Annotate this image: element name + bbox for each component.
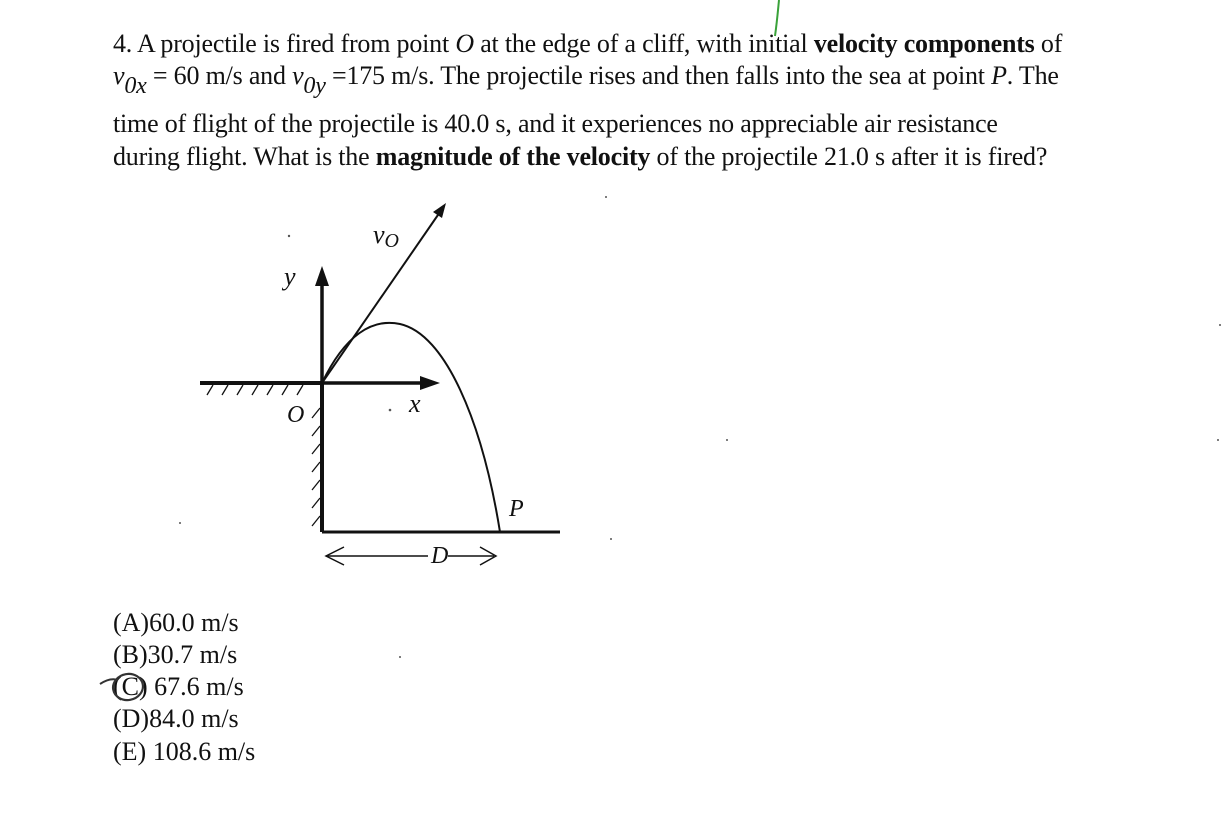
v0x-subscript: 0x [124, 73, 147, 99]
x-axis [322, 376, 440, 390]
point-p-label: P [991, 61, 1007, 90]
cliff-ground [200, 383, 322, 395]
choice-b[interactable]: (B)30.7 m/s [113, 640, 238, 669]
origin-label: O [287, 402, 305, 428]
magnitude-emphasis: magnitude of the velocity [375, 142, 651, 171]
v0y-subscript: 0y [303, 73, 326, 99]
distance-label: D [431, 543, 449, 569]
x-axis-label: x [409, 389, 421, 418]
choice-c[interactable]: (C) 67.6 m/s [113, 672, 244, 701]
y-axis [315, 266, 329, 383]
question-line-3: time of flight of the projectile is 40.0 s, and it experiences no appreciable air resistance [113, 109, 998, 138]
question-line-2: v0x = 60 m/s and v0y =175 m/s. The projectile rises and then falls into the sea at point P. The [113, 61, 1059, 99]
question-line-1: 4. A projectile is fired from point O at the edge of a cliff, with initial velocity components of [113, 29, 1063, 58]
velocity-components-emphasis: velocity components [813, 29, 1035, 58]
v0-label: vO [373, 220, 399, 252]
question-line-4: during flight. What is the magnitude of the velocity of the projectile 21.0 s after it is fired? [113, 142, 1048, 171]
scan-specks [179, 196, 1221, 658]
choice-a[interactable]: (A)60.0 m/s [113, 608, 239, 637]
landing-point-label: P [509, 496, 524, 522]
y-axis-label: y [284, 262, 296, 291]
question-number: 4. [113, 29, 133, 58]
point-o-label: O [455, 29, 474, 58]
choice-e[interactable]: (E) 108.6 m/s [113, 737, 256, 766]
choice-d[interactable]: (D)84.0 m/s [113, 704, 239, 733]
distance-dimension [326, 547, 496, 565]
cliff-face [312, 383, 322, 532]
trajectory-curve [322, 323, 500, 532]
